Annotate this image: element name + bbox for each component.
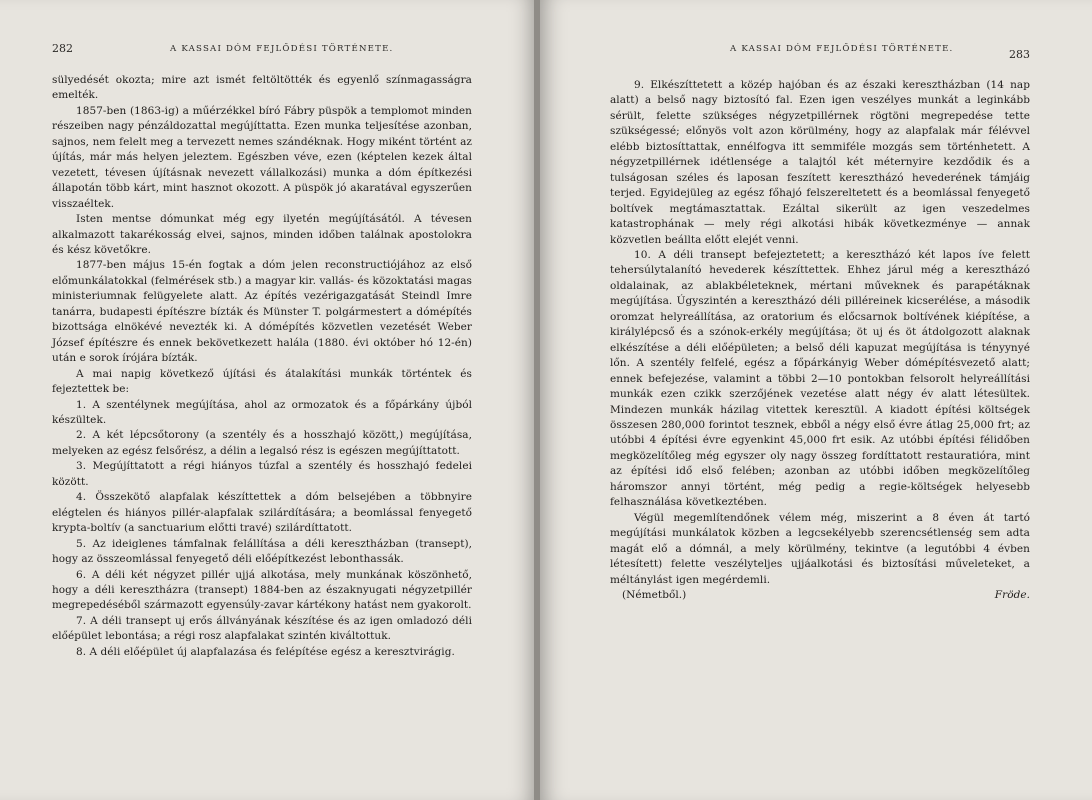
- right-page: [540, 0, 1092, 800]
- left-page-body: [52, 73, 472, 660]
- paragraph: 1857-ben (1863-ig) a műérzékkel bíró Fábry püspök a templomot minden részeiben nagy pénzáldozattal megújíttatta. Ezen munka teljesítése azonban, sajnos, nem felelt meg a tervezett nemes szándéknak. Hogy miként történt az újítás, már más helyen jeleztem. Egészben véve, ezen (képtelen kezek által vezetett, tévesen újításnak nevezett vállalkozási) munka a dóm építkezési állapotán több kárt, mint hasznot okozott. A püspök jó akaratával egyszerűen visszaéltek.: [52, 104, 472, 210]
- running-head-left: A KASSAI DÓM FEJLŐDÉSI TÖRTÉNETE.: [170, 44, 394, 54]
- author-signature: Fröde.: [994, 588, 1030, 601]
- list-item: 4. Összekötő alapfalak készíttettek a dóm belsejében a többnyire elégtelen és hiányos pillér-alapfalak szilárdítására; a beomlással fenyegető krypta-boltív (a sanctuarium előtti travé) szilárdíttatott.: [52, 491, 472, 535]
- list-item: 2. A két lépcsőtorony (a szentély és a hosszhajó között,) megújítása, melyeken az egész felsőrész, a délin a legalsó rész is egészen megújíttatott.: [52, 429, 472, 457]
- list-item: 3. Megújíttatott a régi hiányos túzfal a szentély és hosszhajó fedelei között.: [52, 460, 472, 488]
- running-head-right: A KASSAI DÓM FEJLŐDÉSI TÖRTÉNETE.: [730, 44, 954, 54]
- translation-note: (Németből.): [622, 588, 687, 601]
- paragraph: 1877-ben május 15-én fogtak a dóm jelen reconstructiójához az első előmunkálatokkal (felmérések stb.) a magyar kir. vallás- és közoktatási magas ministeriumnak felügyelete alatt. Az építés vezérigazgatását Steindl Imre tanárra, budapesti építészre bízták és Münster T. polgármestert a dómépítés bizottsága elnökévé nevezték ki. A dómépítés közvetlen vezetését Weber József építészre és ennek bekövetkezett halála (1880. évi október hó 12-én) után e sorok írójára bízták.: [52, 259, 472, 365]
- right-page-body: [610, 78, 1030, 603]
- left-page: [0, 0, 536, 800]
- list-item: 8. A déli előépület új alapfalazása és felépítése egész a keresztvirágig.: [76, 645, 455, 658]
- page-number-left: 282: [52, 42, 73, 55]
- paragraph: sülyedését okozta; mire azt ismét feltöltötték és egyenlő színmagasságra emelték.: [52, 74, 472, 102]
- list-item: 10. A déli transept befejeztetett; a keresztházó két lapos íve felett tehersúlytalanító hevederek készíttettek. Ehhez járul még a keresztházó oldalainak, az ablakbéleteknek, mértani műveknek és parapétáknak megújítása. Úgyszintén a keresztházó déli pilléreinek kicserélése, a második oromzat helyreállítása, az oratorium és előcsarnok boltívének kiépítése, a királylépcső és a szónok-erkély megújítása; öt uj és öt átdolgozott alaknak elkészítése a déli előépületen; a belső déli kapuzat megújítása is tényynyé lőn. A szentély felfelé, egész a főpárkányig Weber dómépítésvezető alatt; ennek befejezése, valamint a többi 2—10 pontokban felsorolt helyreállítási munkák ezen czikk szerzőjének vezetése alatt négy év alatt létesültek. Mindezen munkák házilag vitettek keresztül. A kiadott építési költségek összesen 280,000 forintot tesznek, ebből a négy első évre átlag 25,000 frt; az utóbbi 4 építési évre egyenkint 45,000 frt esik. Az utóbbi építési félidőben megközelítőleg még egyszer oly nagy összeg fordíttatott restauratióra, mint az építési idő első felében; azonban az utóbbi időben megközelítőleg háromszor annyi történt, még pedig a regie-költségek helyesebb felhasználása következtében.: [610, 248, 1030, 509]
- page-number-right: 283: [1009, 48, 1030, 61]
- list-item: 1. A szentélynek megújítása, ahol az ormozatok és a főpárkány újból készültek.: [52, 398, 472, 426]
- list-item: 5. Az ideiglenes támfalnak felállítása a déli keresztházban (transept), hogy az összeomlással fenyegető déli előépítkezést lebonthassák.: [52, 537, 472, 566]
- list-item: 6. A déli két négyzet pillér ujjá alkotása, mely munkának köszönhető, hogy a déli keresztházra (transept) 1884-ben az északnyugati négyzetpillér megrepedéséből származott egyensúly-zavar kártékony hatást nem gyakorolt.: [52, 568, 472, 612]
- paragraph: A mai napig következő újítási és átalakítási munkák történtek és fejeztettek be:: [52, 367, 472, 396]
- paragraph: Végül megemlítendőnek vélem még, miszerint a 8 éven át tartó megújítási munkálatok közben a legcsekélyebb szerencsétlenség sem adta magát elő a dómnál, a mely körülmény, tekintve (a legutóbbi 4 évben létesített) felette veszélyteljes ujjáalkotási és biztosítási műveleteket, a méltánylást igen megérdemli.: [610, 511, 1030, 586]
- list-item: 7. A déli transept uj erős állványának készítése és az igen omladozó déli előépület lebontása; a régi rosz alapfalakat szintén kiváltottuk.: [52, 614, 472, 643]
- paragraph: Isten mentse dómunkat még egy ilyetén megújításától. A tévesen alkalmazott takarékosság elvei, sajnos, minden időben találnak apostolokra és kész követőkre.: [52, 213, 472, 256]
- list-item: 9. Elkészíttetett a közép hajóban és az északi keresztházban (14 nap alatt) a belső nagy biztosító fal. Ezen igen veszélyes munkát a leginkább sérült, felette szükséges négyzetpillérnek rögtöni megrepedése tette szükségessé; előnyös volt azon körülmény, hogy az alapfalak már félévvel elébb biztosíttattak, ennélfogva itt semmiféle mozgás sem történhetett. A négyzetpillérnek idétlensége a talajtól két méternyire kezdődik és a tulságosan széles és laposan feszített keresztházó hevederének támjáig terjed. Egyidejüleg az egész főhajó felszereltetett és a beomlással fenyegető boltívek megtámasztattak. Ezáltal sikerült az igen veszedelmes katastrophának — mely régi alkotási hibák következménye — annak közvetlen beállta előtt elejét venni.: [610, 79, 1030, 246]
